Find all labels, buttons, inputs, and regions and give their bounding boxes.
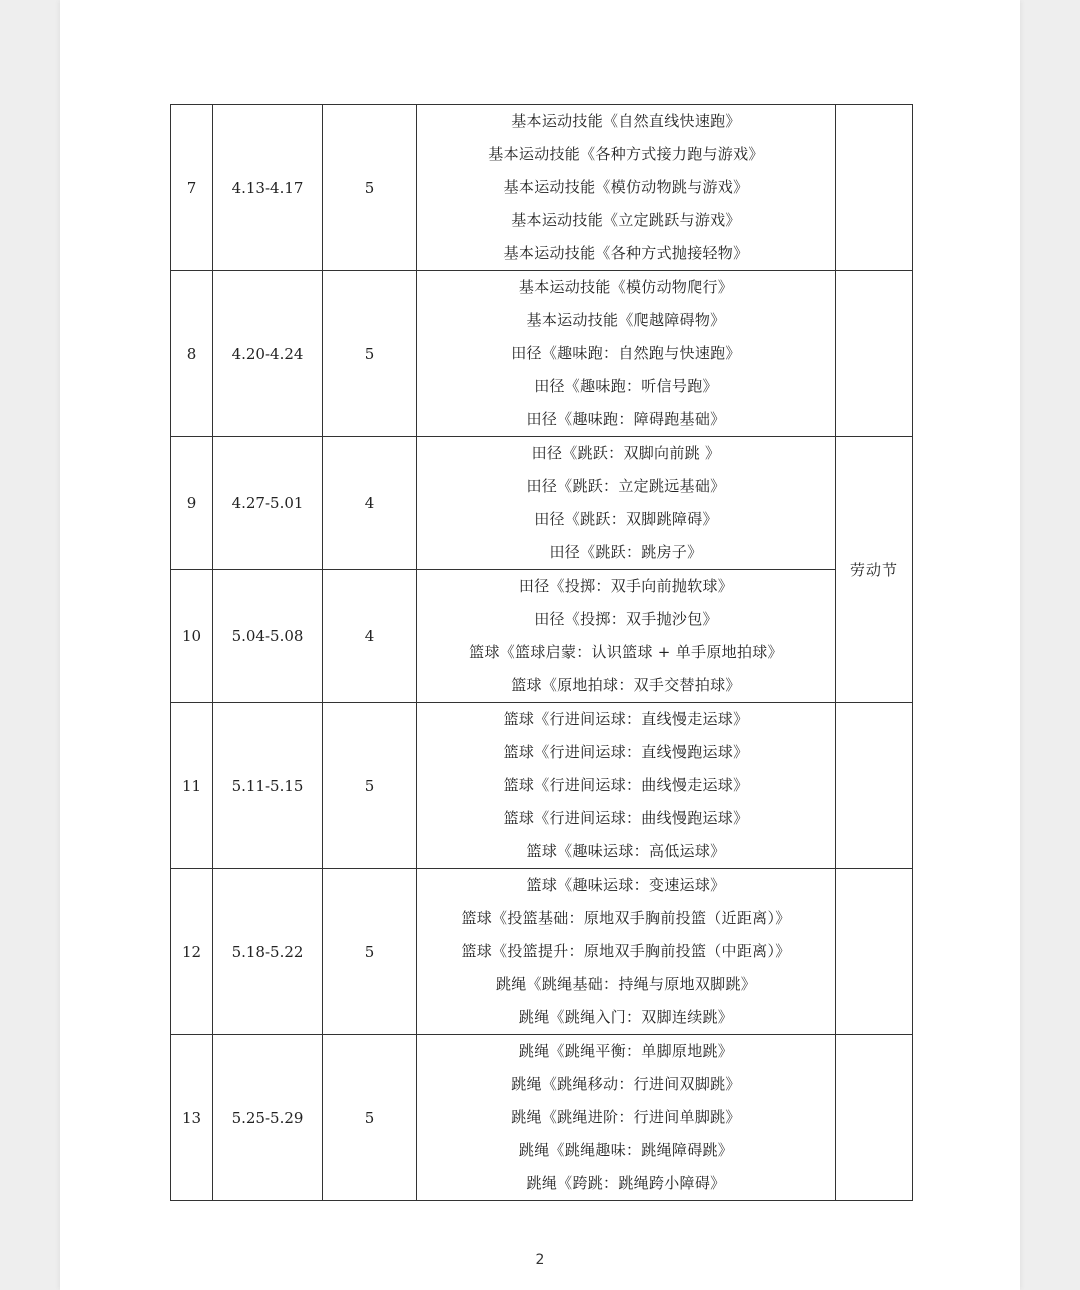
week-cell: 13	[171, 1035, 213, 1201]
content-cell	[417, 570, 836, 703]
hours-cell: 5	[323, 869, 417, 1035]
page-number: 2	[535, 1252, 545, 1268]
week-cell: 9	[171, 437, 213, 570]
lesson-item: 篮球《篮球启蒙：认识篮球 + 单手原地拍球》	[469, 643, 783, 661]
table-row	[171, 1035, 913, 1201]
lesson-item: 跳绳《跨跳：跳绳跨小障碍》	[526, 1174, 726, 1192]
lesson-item: 基本运动技能《爬越障碍物》	[526, 311, 726, 329]
lesson-item: 跳绳《跳绳移动：行进间双脚跳》	[511, 1075, 741, 1093]
note-cell	[836, 1035, 913, 1201]
lesson-item: 篮球《行进间运球：曲线慢走运球》	[503, 776, 749, 794]
lesson-item: 篮球《投篮提升：原地双手胸前投篮（中距离）》	[461, 942, 791, 960]
lesson-item: 田径《跳跃：立定跳远基础》	[526, 477, 726, 495]
lesson-item: 篮球《趣味运球：高低运球》	[526, 842, 726, 860]
lesson-item: 田径《投掷：双手向前抛软球》	[518, 577, 734, 595]
content-cell	[417, 437, 836, 570]
week-cell: 10	[171, 570, 213, 703]
table-row	[171, 570, 913, 703]
hours-cell: 4	[323, 437, 417, 570]
hours-cell: 5	[323, 105, 417, 271]
lesson-item: 篮球《行进间运球：曲线慢跑运球》	[503, 809, 749, 827]
lesson-item: 跳绳《跳绳入门：双脚连续跳》	[518, 1008, 734, 1026]
hours-cell: 5	[323, 1035, 417, 1201]
content-cell	[417, 1035, 836, 1201]
lesson-item: 基本运动技能《各种方式接力跑与游戏》	[488, 145, 764, 163]
lesson-item: 跳绳《跳绳平衡：单脚原地跳》	[518, 1042, 734, 1060]
date-range-cell: 4.27-5.01	[213, 437, 323, 570]
document-page	[60, 0, 1020, 1290]
lesson-item: 跳绳《跳绳进阶：行进间单脚跳》	[511, 1108, 741, 1126]
note-cell	[836, 703, 913, 869]
date-range-cell: 4.13-4.17	[213, 105, 323, 271]
week-cell: 8	[171, 271, 213, 437]
week-cell: 11	[171, 703, 213, 869]
lesson-item: 田径《趣味跑：障碍跑基础》	[526, 410, 726, 428]
lesson-item: 篮球《行进间运球：直线慢走运球》	[503, 710, 749, 728]
lesson-item: 田径《趣味跑：自然跑与快速跑》	[511, 344, 741, 362]
lesson-item: 基本运动技能《模仿动物跳与游戏》	[503, 178, 749, 196]
date-range-cell: 5.04-5.08	[213, 570, 323, 703]
note-cell	[836, 869, 913, 1035]
lesson-item: 跳绳《跳绳基础：持绳与原地双脚跳》	[495, 975, 757, 993]
lesson-item: 田径《跳跃：双脚跳障碍》	[534, 510, 718, 528]
lesson-item: 田径《跳跃：双脚向前跳 》	[531, 444, 721, 462]
note-cell	[836, 271, 913, 437]
content-cell	[417, 271, 836, 437]
content-cell	[417, 869, 836, 1035]
lesson-item: 基本运动技能《模仿动物爬行》	[518, 278, 734, 296]
note-cell	[836, 105, 913, 271]
week-cell: 7	[171, 105, 213, 271]
content-cell	[417, 105, 836, 271]
table-row	[171, 869, 913, 1035]
table-row	[171, 271, 913, 437]
lesson-item: 田径《跳跃：跳房子》	[549, 543, 703, 561]
date-range-cell: 4.20-4.24	[213, 271, 323, 437]
date-range-cell: 5.18-5.22	[213, 869, 323, 1035]
lesson-item: 基本运动技能《立定跳跃与游戏》	[511, 211, 741, 229]
schedule-body	[171, 105, 913, 1201]
week-cell: 12	[171, 869, 213, 1035]
note-cell-labor-day: 劳动节	[836, 437, 913, 703]
content-cell	[417, 703, 836, 869]
lesson-item: 篮球《趣味运球：变速运球》	[526, 876, 726, 894]
hours-cell: 5	[323, 271, 417, 437]
hours-cell: 5	[323, 703, 417, 869]
date-range-cell: 5.25-5.29	[213, 1035, 323, 1201]
lesson-item: 基本运动技能《各种方式抛接轻物》	[503, 244, 749, 262]
lesson-item: 篮球《原地拍球：双手交替拍球》	[511, 676, 741, 694]
lesson-item: 跳绳《跳绳趣味：跳绳障碍跳》	[518, 1141, 734, 1159]
hours-cell: 4	[323, 570, 417, 703]
teaching-schedule-table	[170, 104, 913, 1201]
table-row	[171, 105, 913, 271]
lesson-item: 田径《趣味跑：听信号跑》	[534, 377, 718, 395]
table-row	[171, 703, 913, 869]
table-row	[171, 437, 913, 570]
lesson-item: 基本运动技能《自然直线快速跑》	[511, 112, 741, 130]
lesson-item: 篮球《行进间运球：直线慢跑运球》	[503, 743, 749, 761]
date-range-cell: 5.11-5.15	[213, 703, 323, 869]
lesson-item: 田径《投掷：双手抛沙包》	[534, 610, 718, 628]
lesson-item: 篮球《投篮基础：原地双手胸前投篮（近距离）》	[461, 909, 791, 927]
